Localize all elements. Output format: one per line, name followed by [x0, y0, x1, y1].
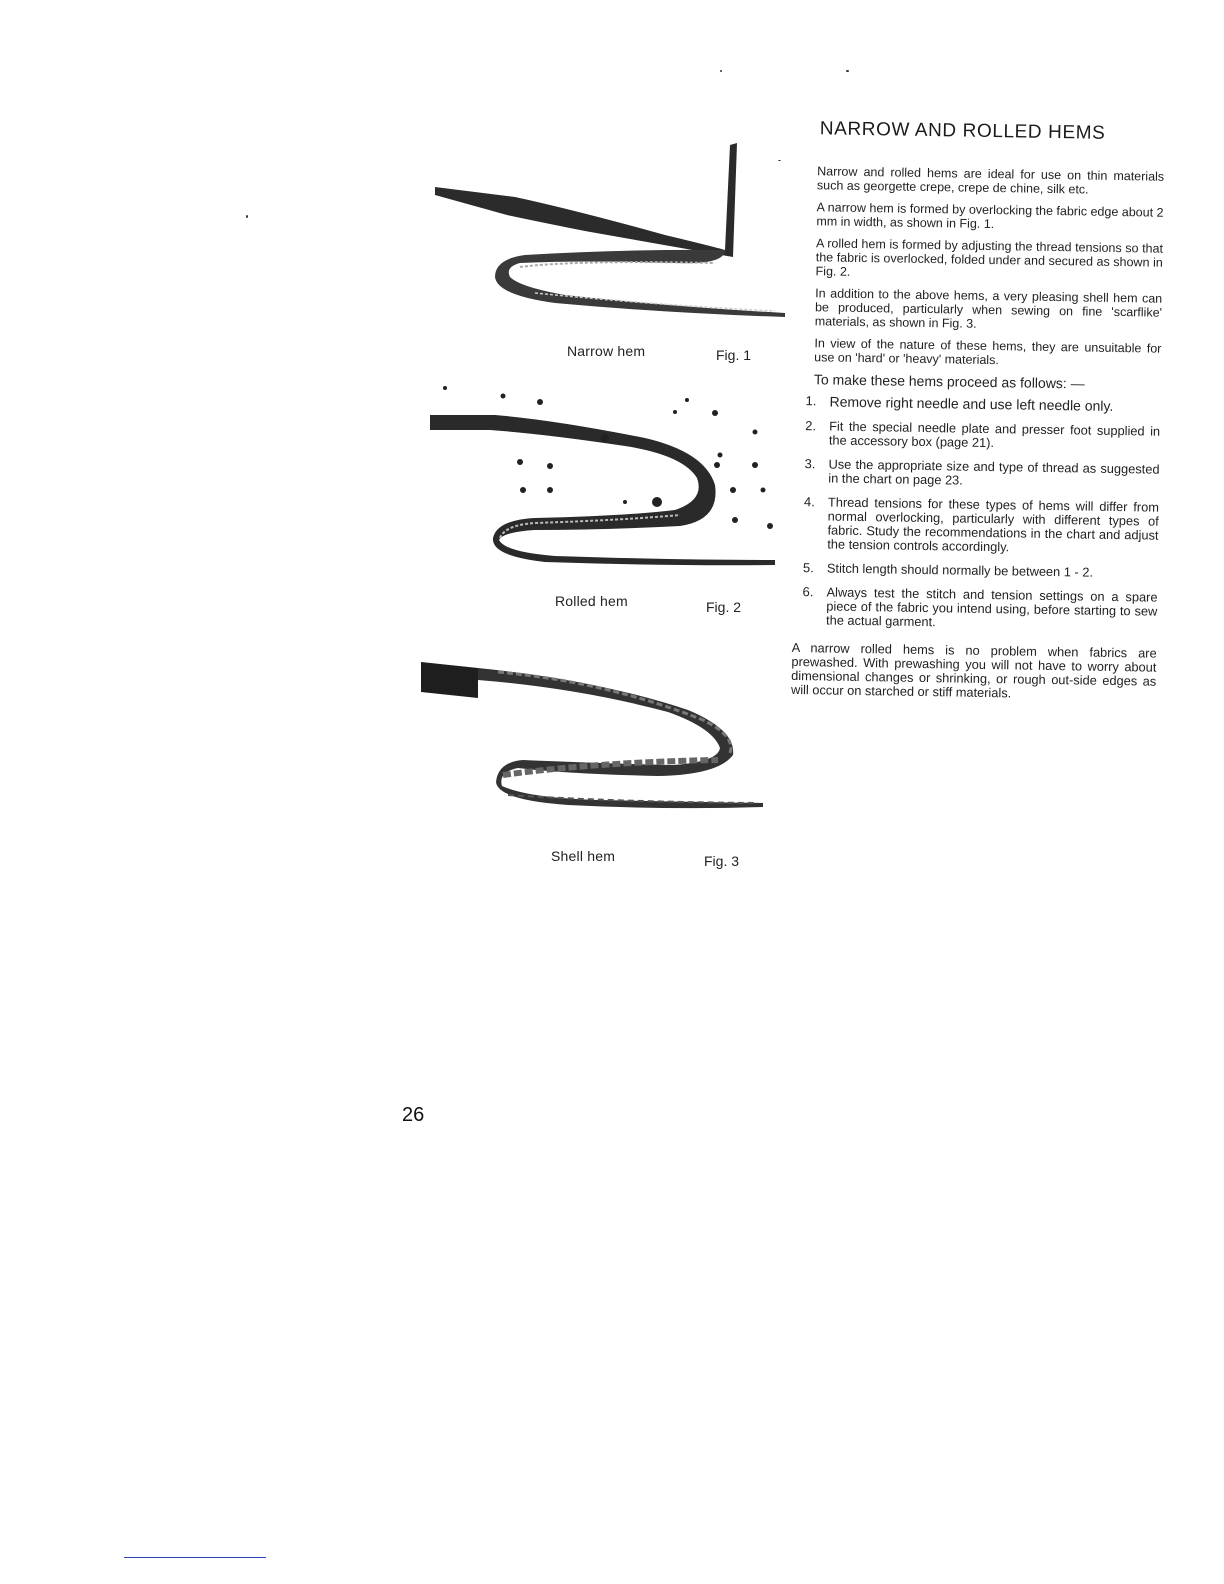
figure-label: Fig. 2 [706, 599, 742, 615]
list-item [795, 394, 1160, 415]
step-text: Fit the special needle plate and presser foot supplied in the accessory box (page 21). [828, 418, 1161, 451]
page-number: 26 [402, 1104, 425, 1126]
step-number: 1. [805, 393, 817, 409]
step-number: 4. [803, 494, 815, 510]
figure-caption: Shell hem [551, 848, 616, 864]
figure-narrow-hem [425, 135, 790, 325]
footer-divider [124, 1557, 266, 1558]
paragraph-unsuitable: In view of the nature of these hems, they are unsuitable for use on 'hard' or 'heavy' materials. [814, 336, 1162, 368]
narrow-hem-illustration [425, 135, 790, 325]
step-number: 6. [802, 584, 814, 600]
paragraph-narrow-hem: A narrow hem is formed by overlocking the fabric edge about 2 mm in width, as shown in Fig. 1. [816, 200, 1164, 232]
figure-label: Fig. 3 [704, 853, 740, 869]
paragraph-rolled-hem: A rolled hem is formed by adjusting the thread tensions so that the fabric is overlocked, folded under and secured as shown in Fig. 2. [815, 236, 1164, 279]
rolled-hem-illustration [425, 360, 785, 570]
scan-speck [246, 215, 248, 218]
list-item [794, 457, 1159, 491]
scan-speck [846, 70, 849, 72]
step-number: 3. [804, 456, 816, 472]
figure-shell-hem [418, 650, 768, 815]
list-item [793, 561, 1158, 581]
step-number: 2. [805, 418, 817, 434]
list-item [793, 495, 1159, 557]
step-text: Remove right needle and use left needle only. [829, 393, 1114, 414]
list-item [792, 585, 1158, 633]
paragraph-procedure: To make these hems proceed as follows: — [813, 371, 1085, 392]
step-text: Thread tensions for these types of hems will differ from normal overlocking, particularly with different types of fabric. Study the recommendations in the chart and adjust the tension controls accordingly. [827, 494, 1160, 555]
step-text: Always test the stitch and tension settings on a spare piece of the fabric you intend using, before starting to sew the actual garment. [826, 584, 1158, 630]
scan-speck [778, 160, 781, 161]
step-text: Use the appropriate size and type of thread as suggested in the chart on page 23. [828, 456, 1160, 488]
step-number: 5. [802, 560, 814, 576]
list-item [795, 419, 1160, 453]
section-heading: NARROW AND ROLLED HEMS [819, 118, 1106, 144]
figure-caption: Narrow hem [567, 343, 646, 359]
scan-speck [720, 70, 722, 72]
figure-label: Fig. 1 [716, 347, 752, 363]
steps-list [792, 394, 1161, 633]
paragraph-shell-hem: In addition to the above hems, a very pleasing shell hem can be produced, particularly when sewing on fine 'scarflike' materials, as shown in Fig. 3. [814, 286, 1163, 331]
paragraph-intro: Narrow and rolled hems are ideal for use on thin materials such as georgette crepe, crepe de chine, silk etc. [816, 164, 1165, 197]
text-column [791, 118, 1165, 703]
step-text: Stitch length should normally be between 1 - 2. [826, 560, 1094, 580]
shell-hem-illustration [418, 650, 768, 815]
figure-rolled-hem [425, 360, 785, 570]
closing-paragraph: A narrow rolled hems is no problem when fabrics are prewashed. With prewashing you will not have to worry about dimensional changes or shrinking, or rough out-side edges as will occur on starched or stiff materials. [790, 639, 1157, 701]
figure-caption: Rolled hem [555, 593, 628, 609]
